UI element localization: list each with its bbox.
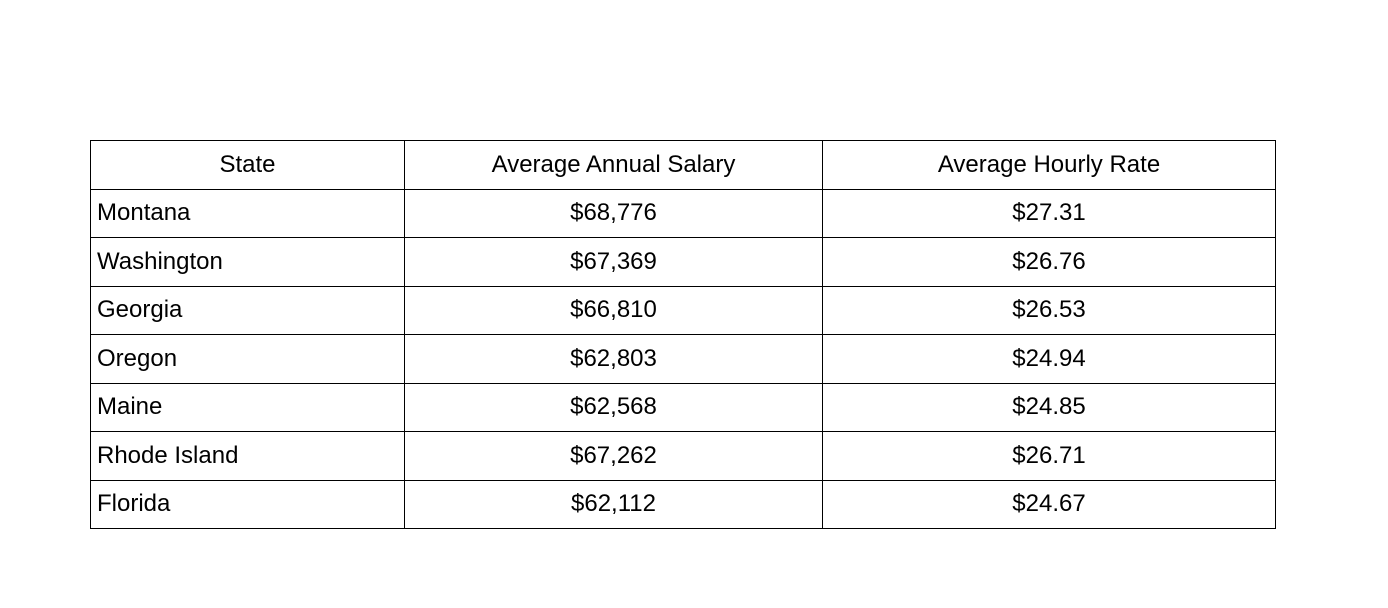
header-hourly-rate: Average Hourly Rate [823, 141, 1276, 190]
salary-cell: $62,112 [405, 480, 823, 529]
salary-cell: $68,776 [405, 189, 823, 238]
table-row [91, 432, 1276, 481]
table-row [91, 480, 1276, 529]
salary-cell: $62,803 [405, 335, 823, 384]
state-cell: Oregon [91, 335, 405, 384]
salary-table [90, 140, 1276, 529]
table-row [91, 238, 1276, 287]
header-state: State [91, 141, 405, 190]
header-row [91, 141, 1276, 190]
hourly-cell: $26.53 [823, 286, 1276, 335]
state-cell: Montana [91, 189, 405, 238]
hourly-cell: $26.71 [823, 432, 1276, 481]
header-annual-salary: Average Annual Salary [405, 141, 823, 190]
state-cell: Rhode Island [91, 432, 405, 481]
table-body [91, 189, 1276, 529]
table-row [91, 335, 1276, 384]
salary-cell: $67,369 [405, 238, 823, 287]
salary-cell: $66,810 [405, 286, 823, 335]
state-cell: Florida [91, 480, 405, 529]
table-row [91, 286, 1276, 335]
table-row [91, 383, 1276, 432]
table-row [91, 189, 1276, 238]
salary-cell: $67,262 [405, 432, 823, 481]
table-header [91, 141, 1276, 190]
state-cell: Maine [91, 383, 405, 432]
hourly-cell: $24.94 [823, 335, 1276, 384]
hourly-cell: $24.85 [823, 383, 1276, 432]
salary-table-container [90, 140, 1276, 529]
salary-cell: $62,568 [405, 383, 823, 432]
state-cell: Georgia [91, 286, 405, 335]
hourly-cell: $24.67 [823, 480, 1276, 529]
hourly-cell: $27.31 [823, 189, 1276, 238]
hourly-cell: $26.76 [823, 238, 1276, 287]
state-cell: Washington [91, 238, 405, 287]
